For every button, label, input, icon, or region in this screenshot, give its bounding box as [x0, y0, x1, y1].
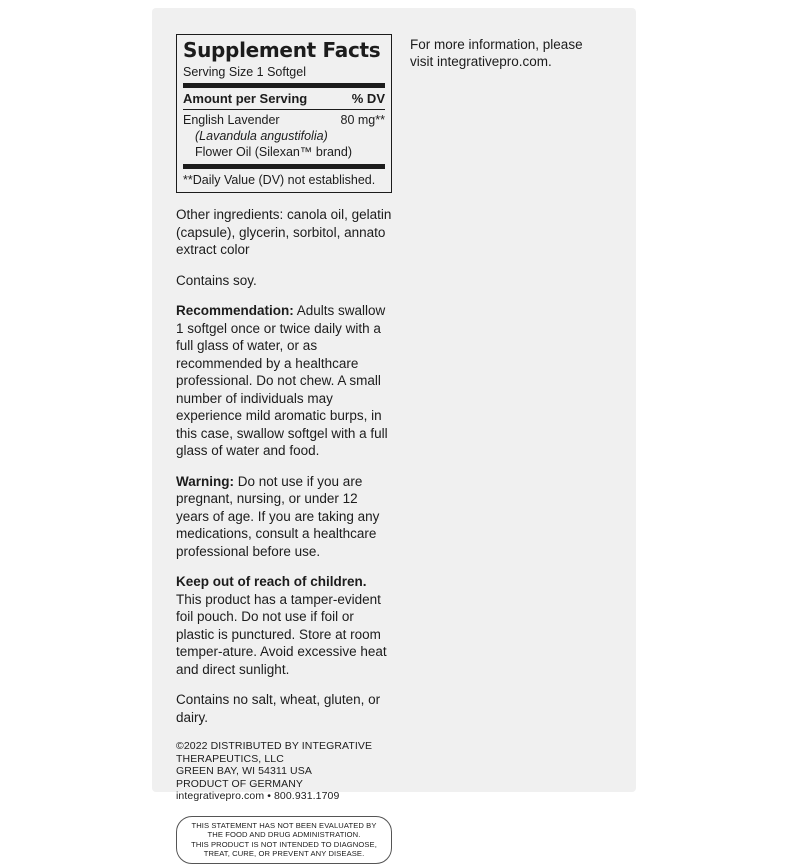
recommendation-paragraph	[176, 302, 392, 460]
keep-out-of-reach-paragraph	[176, 573, 392, 678]
contains-soy-text: Contains soy.	[176, 272, 257, 288]
supplement-facts-title: Supplement Facts	[183, 38, 381, 62]
fda-disclaimer-line-2: THIS PRODUCT IS NOT INTENDED TO DIAGNOSE, TREAT, CURE, OR PREVENT ANY DISEASE.	[191, 839, 377, 859]
nutrient-block	[183, 110, 385, 169]
copyright-block	[176, 740, 392, 803]
nutrient-botanical-name	[183, 128, 385, 144]
amount-per-serving-label: Amount per Serving	[183, 91, 308, 106]
warning-label: Warning:	[176, 473, 234, 489]
keep-out-of-reach-label: Keep out of reach of children.	[176, 574, 367, 589]
warning-paragraph	[176, 473, 392, 561]
nutrient-botanical-name-italic: (Lavandula angustifolia)	[195, 129, 328, 143]
contains-no-allergens-text: Contains no salt, wheat, gluten, or dairy.	[176, 692, 381, 725]
amount-per-serving-row	[183, 88, 385, 110]
more-information-block	[410, 36, 610, 70]
fda-disclaimer-box	[176, 816, 392, 864]
label-left-column	[176, 34, 392, 864]
more-information-line-2: visit integrativepro.com.	[410, 54, 552, 69]
recommendation-label: Recommendation:	[176, 303, 294, 318]
nutrient-amount: 80 mg**	[340, 113, 385, 127]
recommendation-text: Adults swallow 1 softgel once or twice daily with a full glass of water, or as recommended by a healthcare professional. Do not chew. A small number of individuals may experience mild aromatic burps, in this case, swallow softgel with a full glass of water and food.	[176, 303, 388, 458]
fda-disclaimer-line-1: THIS STATEMENT HAS NOT BEEN EVALUATED BY THE FOOD AND DRUG ADMINISTRATION.	[191, 820, 377, 840]
supplement-label-panel	[152, 8, 636, 859]
serving-size-text: Serving Size 1 Softgel	[183, 64, 385, 88]
nutrient-source-line: Flower Oil (Silexan™ brand)	[195, 145, 352, 159]
nutrient-name: English Lavender	[183, 113, 280, 127]
more-information-line-1: For more information, please	[410, 37, 583, 52]
supplement-facts-box	[176, 34, 392, 193]
warning-text: Do not use if you are pregnant, nursing, or under 12 years of age. If you are taking any medications, consult a healthcare professional before use.	[176, 473, 380, 559]
contact-line: integrativepro.com • 800.931.1709	[176, 790, 340, 802]
keep-out-of-reach-text: This product has a tamper-evident foil pouch. Do not use if foil or plastic is punctured. Store at room temper-ature. Avoid excessive heat and direct sunlight.	[176, 591, 387, 677]
nutrient-main-row	[183, 112, 385, 128]
copyright-line-3: PRODUCT OF GERMANY	[176, 777, 304, 790]
percent-dv-label: % DV	[351, 91, 385, 106]
other-ingredients-text: Other ingredients: canola oil, gelatin (capsule), glycerin, sorbitol, annato extract color	[176, 207, 392, 257]
copyright-line-2: GREEN BAY, WI 54311 USA	[176, 765, 312, 777]
copyright-line-1: ©2022 DISTRIBUTED BY INTEGRATIVE THERAPEUTICS, LLC	[176, 740, 373, 765]
daily-value-footnote: **Daily Value (DV) not established.	[183, 173, 376, 187]
